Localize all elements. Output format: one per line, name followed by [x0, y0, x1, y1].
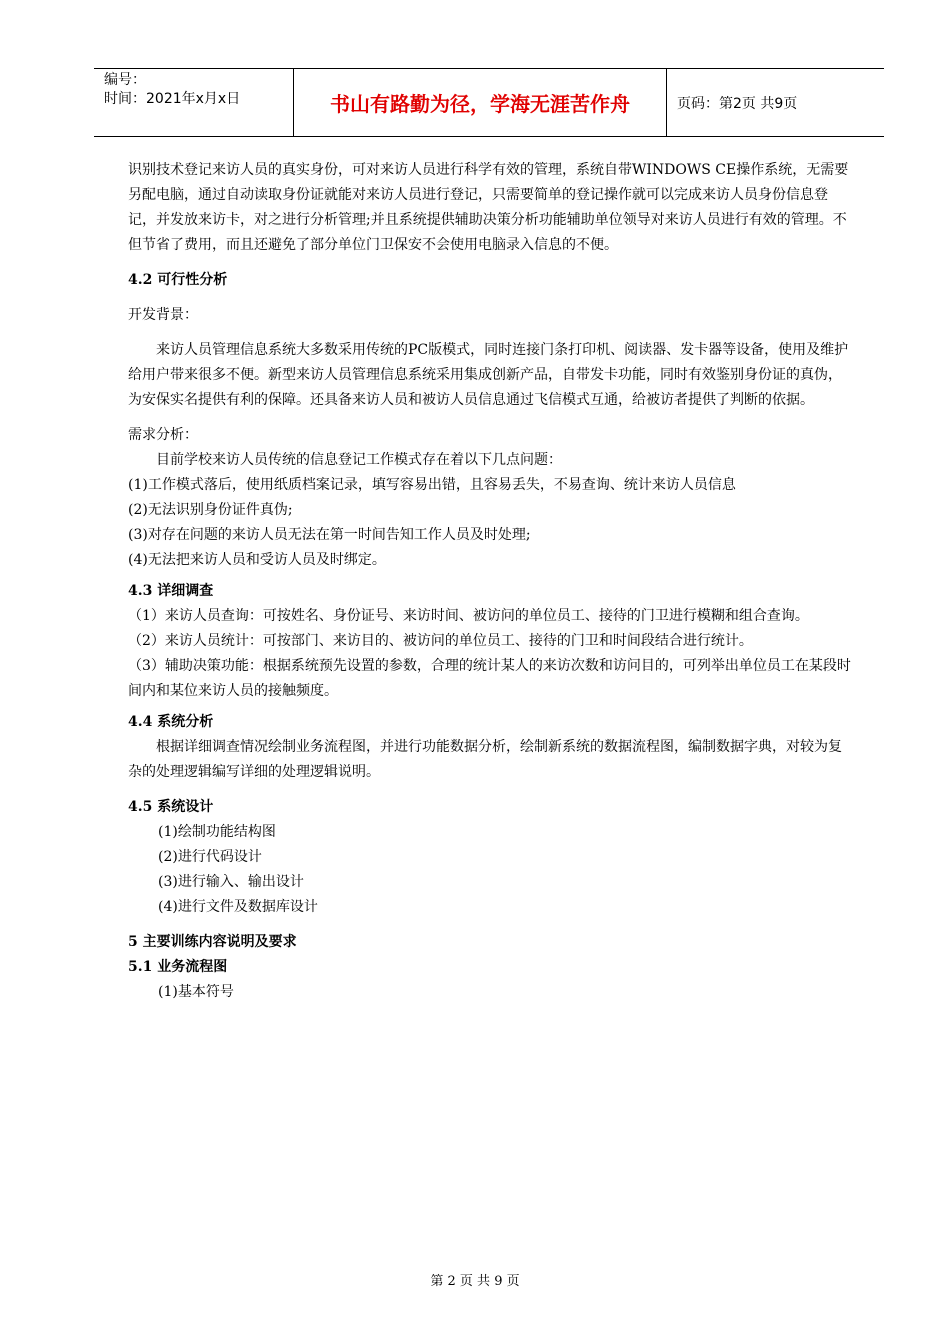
needs-item-2: (2)无法识别身份证件真伪;: [128, 502, 293, 518]
header-meta: [94, 69, 294, 136]
survey-item-1: （1）来访人员查询：可按姓名、身份证号、来访时间、被访问的单位员工、接待的门卫进行模糊和组合查询。: [128, 608, 809, 624]
basic-symbols-item: (1)基本符号: [158, 984, 234, 1000]
design-item-2: (2)进行代码设计: [158, 849, 262, 865]
section-4-2-heading: 4.2 可行性分析: [128, 272, 228, 288]
background-label: 开发背景：: [128, 307, 198, 323]
section-4-3-heading: 4.3 详细调查: [128, 583, 214, 599]
document-body: [128, 158, 852, 1005]
page-header: [94, 68, 884, 137]
section-4-5-heading: 4.5 系统设计: [128, 799, 214, 815]
design-item-1: (1)绘制功能结构图: [158, 824, 276, 840]
needs-item-4: (4)无法把来访人员和受访人员及时绑定。: [128, 552, 386, 568]
needs-intro: 目前学校来访人员传统的信息登记工作模式存在着以下几点问题：: [156, 452, 562, 468]
page-footer: 第 2 页 共 9 页: [430, 1274, 520, 1289]
analysis-paragraph: 根据详细调查情况绘制业务流程图，并进行功能数据分析，绘制新系统的数据流程图，编制数据字典，对较为复杂的处理逻辑编写详细的处理逻辑说明。: [128, 739, 842, 780]
intro-paragraph: 识别技术登记来访人员的真实身份，可对来访人员进行科学有效的管理，系统自带WINDOWS CE操作系统，无需要另配电脑，通过自动读取身份证就能对来访人员进行登记，只需要简单的登记操作就可以完成来访人员身份信息登记，并发放来访卡，对之进行分析管理;并且系统提供辅助决策分析功能辅助单位领导对来访人员进行有效的管理。不但节省了费用，而且还避免了部分单位门卫保安不会使用电脑录入信息的不便。: [128, 162, 849, 253]
section-4-4-heading: 4.4 系统分析: [128, 714, 214, 730]
design-item-3: (3)进行输入、输出设计: [158, 874, 304, 890]
needs-item-3: (3)对存在问题的来访人员无法在第一时间告知工作人员及时处理;: [128, 527, 531, 543]
header-page-info: 页码：第2页 共9页: [677, 95, 798, 112]
section-5-heading: 5 主要训练内容说明及要求: [128, 934, 297, 950]
survey-item-3: （3）辅助决策功能：根据系统预先设置的参数，合理的统计某人的来访次数和访问目的，可列举出单位员工在某段时间内和某位来访人员的接触频度。: [128, 658, 851, 699]
design-item-4: (4)进行文件及数据库设计: [158, 899, 318, 915]
needs-item-1: (1)工作模式落后，使用纸质档案记录，填写容易出错，且容易丢失，不易查询、统计来访人员信息: [128, 477, 736, 493]
survey-item-2: （2）来访人员统计：可按部门、来访目的、被访问的单位员工、接待的门卫和时间段结合进行统计。: [128, 633, 753, 649]
serial-number-label: 编号：: [104, 72, 146, 88]
background-paragraph: 来访人员管理信息系统大多数采用传统的PC版模式，同时连接门条打印机、阅读器、发卡器等设备，使用及维护给用户带来很多不便。新型来访人员管理信息系统采用集成创新产品，自带发卡功能，同时有效鉴别身份证的真伪，为安保实名提供有利的保障。还具备来访人员和被访人员信息通过飞信模式互通，给被访者提供了判断的依据。: [128, 342, 849, 408]
date-line: 时间：2021年x月x日: [104, 91, 241, 107]
needs-label: 需求分析：: [128, 427, 198, 443]
section-5-1-heading: 5.1 业务流程图: [128, 959, 228, 975]
header-motto: 书山有路勤为径，学海无涯苦作舟: [294, 69, 667, 136]
